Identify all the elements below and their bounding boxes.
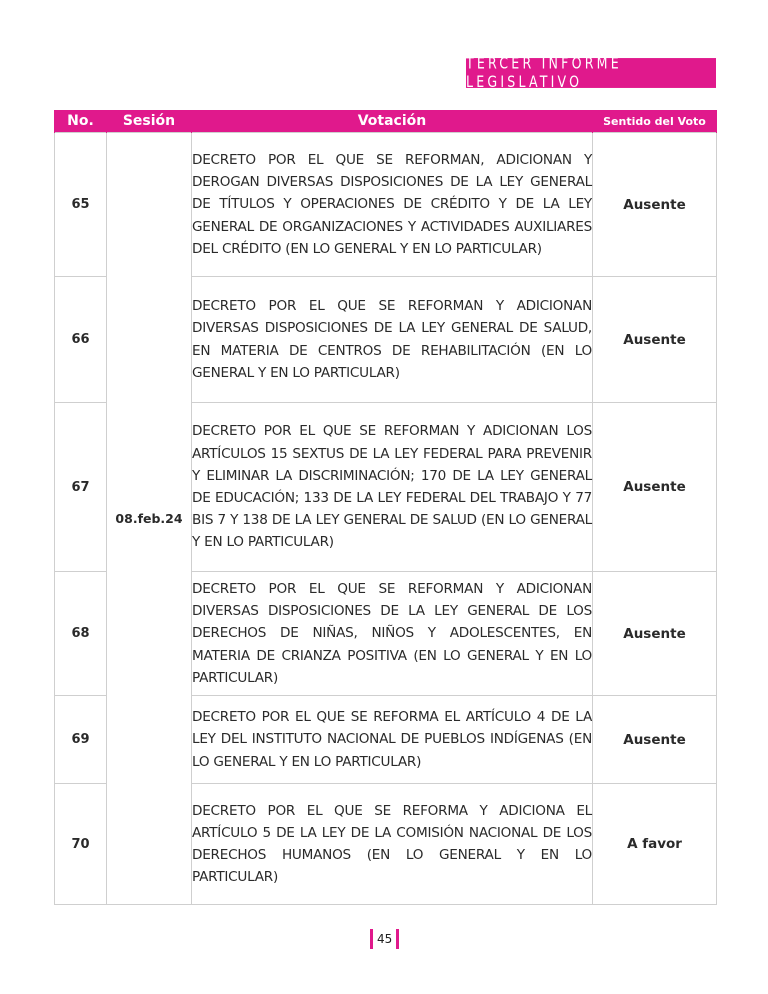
vote-result: Ausente [593, 133, 717, 277]
column-header-votacion: Votación [192, 110, 593, 133]
row-number: 68 [55, 572, 107, 696]
vote-description: DECRETO POR EL QUE SE REFORMA Y ADICIONA EL ARTÍCULO 5 DE LA LEY DE LA COMISIÓN NACIONAL DE LOS DERECHOS HUMANOS (EN LO GENERAL Y EN LO PARTICULAR) [192, 784, 593, 905]
row-number: 67 [55, 403, 107, 572]
row-number: 70 [55, 784, 107, 905]
session-date: 08.feb.24 [107, 133, 192, 905]
vote-result: Ausente [593, 277, 717, 403]
vote-description: DECRETO POR EL QUE SE REFORMA EL ARTÍCULO 4 DE LA LEY DEL INSTITUTO NACIONAL DE PUEBLOS INDÍGENAS (EN LO GENERAL Y EN LO PARTICULAR) [192, 696, 593, 784]
row-number: 66 [55, 277, 107, 403]
page-number-value: 45 [377, 932, 393, 946]
column-header-no: No. [55, 110, 107, 133]
page-number [370, 929, 399, 949]
row-number: 69 [55, 696, 107, 784]
votes-table [54, 110, 717, 905]
vote-result: A favor [593, 784, 717, 905]
vote-result: Ausente [593, 572, 717, 696]
column-header-sentido: Sentido del Voto [593, 110, 717, 133]
vote-description: DECRETO POR EL QUE SE REFORMAN Y ADICIONAN DIVERSAS DISPOSICIONES DE LA LEY GENERAL DE LOS DERECHOS DE NIÑAS, NIÑOS Y ADOLESCENTES, EN MATERIA DE CRIANZA POSITIVA (EN LO GENERAL Y EN LO PARTICULAR) [192, 572, 593, 696]
report-title-banner: TERCER INFORME LEGISLATIVO [466, 58, 716, 88]
table-row [55, 133, 717, 277]
vote-description: DECRETO POR EL QUE SE REFORMAN Y ADICIONAN LOS ARTÍCULOS 15 SEXTUS DE LA LEY FEDERAL PARA PREVENIR Y ELIMINAR LA DISCRIMINACIÓN; 170 DE LA LEY GENERAL DE EDUCACIÓN; 133 DE LA LEY FEDERAL DEL TRABAJO Y 77 BIS 7 Y 138 DE LA LEY GENERAL DE SALUD (EN LO GENERAL Y EN LO PARTICULAR) [192, 403, 593, 572]
row-number: 65 [55, 133, 107, 277]
vote-result: Ausente [593, 696, 717, 784]
column-header-sesion: Sesión [107, 110, 192, 133]
vote-description: DECRETO POR EL QUE SE REFORMAN Y ADICIONAN DIVERSAS DISPOSICIONES DE LA LEY GENERAL DE SALUD, EN MATERIA DE CENTROS DE REHABILITACIÓN (EN LO GENERAL Y EN LO PARTICULAR) [192, 277, 593, 403]
vote-result: Ausente [593, 403, 717, 572]
vote-description: DECRETO POR EL QUE SE REFORMAN, ADICIONAN Y DEROGAN DIVERSAS DISPOSICIONES DE LA LEY GENERAL DE TÍTULOS Y OPERACIONES DE CRÉDITO Y DE LA LEY GENERAL DE ORGANIZACIONES Y ACTIVIDADES AUXILIARES DEL CRÉDITO (EN LO GENERAL Y EN LO PARTICULAR) [192, 133, 593, 277]
page-number-right-bar [396, 929, 399, 949]
table-header-row [55, 110, 717, 133]
